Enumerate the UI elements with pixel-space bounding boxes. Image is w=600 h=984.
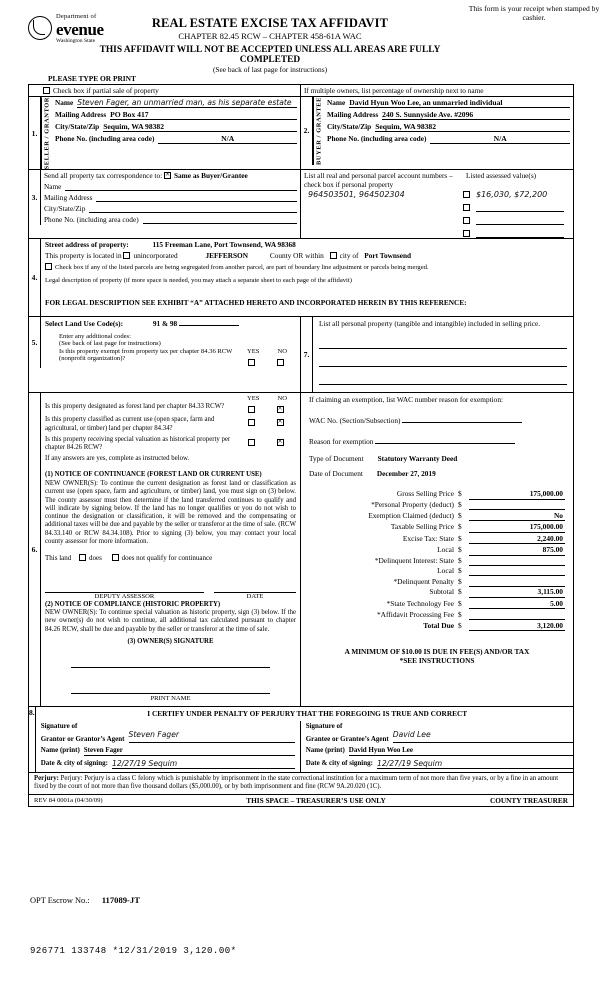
enter-codes-label: Enter any additional codes: <box>59 333 131 341</box>
deputy-assessor-signature[interactable] <box>45 579 204 593</box>
grantee-date-value[interactable]: 12/27/19 Sequim <box>377 759 574 769</box>
buyer-city-row <box>324 121 573 133</box>
grantee-signature-field[interactable]: David Lee <box>393 730 574 743</box>
does-not-qualify-checkbox[interactable] <box>112 554 119 561</box>
tax-row: Taxable Selling Price $ 175,000.00 <box>309 521 565 532</box>
partial-sale-left <box>29 85 301 96</box>
state-label: Washington State <box>56 37 96 44</box>
row-label-5: Local <box>437 544 454 554</box>
escrow-value[interactable]: 117089-JT <box>101 895 140 905</box>
page-subtitle: CHAPTER 82.45 RCW – CHAPTER 458-61A WAC <box>178 31 362 41</box>
personal-property-block <box>301 317 573 392</box>
tax-row: Total Due $ 3,120.00 <box>309 619 565 630</box>
forest-land-question: Is this property designated as forest land per chapter 84.33 RCW? <box>45 403 225 411</box>
partial-sale-checkbox[interactable] <box>43 87 50 94</box>
treasurer-stamp: 926771 133748 *12/31/2019 3,120.00* <box>30 946 237 956</box>
seller-box-number: 1. <box>29 97 41 169</box>
revenue-wordmark: evenue <box>56 19 104 39</box>
corr-name-value[interactable] <box>65 182 297 191</box>
located-in-label: This property is located in <box>45 251 122 261</box>
row-amount-2[interactable]: No <box>469 510 565 521</box>
row-amount-0[interactable]: 175,000.00 <box>469 488 565 499</box>
seller-phone-label: Phone No. (including area code) <box>55 134 155 143</box>
s6-yes-label: YES <box>247 395 260 403</box>
owner-print-name-line[interactable] <box>71 680 270 694</box>
continuance-qualify-row <box>45 554 296 562</box>
tax-row: *Affidavit Processing Fee $ <box>309 609 565 619</box>
section-3-number: 3. <box>29 170 41 225</box>
grantee-signature-label2: Grantee or Grantee’s Agent <box>305 735 389 744</box>
tax-row: Local $ 875.00 <box>309 544 565 555</box>
row-amount-12[interactable]: 3,120.00 <box>469 619 565 630</box>
row-amount-6[interactable] <box>469 555 565 565</box>
owner-signature-title: (3) OWNER(S) SIGNATURE <box>127 637 214 645</box>
does-qualify-checkbox[interactable] <box>79 554 86 561</box>
grantor-date-value[interactable]: 12/27/19 Sequim <box>112 759 295 769</box>
deputy-date-label: DATE <box>246 592 264 600</box>
tax-row: Excise Tax: State $ 2,240.00 <box>309 532 565 543</box>
corr-mail-label: Mailing Address <box>44 193 93 203</box>
buyer-box-number: 2. <box>301 97 313 165</box>
doc-type-label: Type of Document <box>309 454 364 464</box>
assessed-header: Listed assessed value(s) <box>466 171 537 181</box>
corr-name-row <box>41 181 300 192</box>
row-amount-7[interactable] <box>469 565 565 575</box>
buyer-block <box>301 97 573 169</box>
row-amount-11[interactable] <box>469 609 565 619</box>
row-amount-1[interactable] <box>469 499 565 509</box>
row-label-9: Subtotal <box>429 587 454 597</box>
street-address-label: Street address of property: <box>45 240 129 250</box>
city-of-label: city of <box>339 251 359 261</box>
treasurer-row <box>29 795 573 806</box>
print-name-label: PRINT NAME <box>150 695 191 703</box>
send-correspondence-label: Send all property tax correspondence to: <box>44 171 163 181</box>
notice-continuance-title: (1) NOTICE OF CONTINUANCE (FOREST LAND OR CURRENT USE) <box>45 470 262 478</box>
notice-continuance-body: NEW OWNER(S): To continue the current designation as forest land or classification as current use (open space, farm and agriculture, or timber) land, you must sign on (3) below. The county assessor must then determine if the land transferred continues to qualify and will indicate by signing below. If the land has no longer qualifies or you do not wish to continue the designation or classification, it will be removed and the compensating or additional taxes will be due and payable by the seller or transferor at the time of sale. (RCW 84.33.140 or RCW 84.34.108). Prior to signing (3) below, you may contact your local county assessor for more information. <box>45 480 296 545</box>
partial-sale-row <box>29 85 573 97</box>
same-as-buyer-label: Same as Buyer/Grantee <box>173 171 248 181</box>
tax-row: Subtotal $ 3,115.00 <box>309 586 565 597</box>
legal-description-label: Legal description of property (if more space is needed, you may attach a separate sheet to each page of the affidavit) <box>45 277 352 285</box>
corr-city-label: City/State/Zip <box>44 204 86 214</box>
parcel-block <box>301 170 573 238</box>
seller-phone-row <box>52 133 300 145</box>
deputy-assessor-label: DEPUTY ASSESSOR <box>94 592 155 600</box>
buyer-mail-row <box>324 109 573 121</box>
owner-signature-line[interactable] <box>71 654 270 668</box>
reason-value[interactable] <box>375 434 515 444</box>
exempt-yes-label: YES <box>247 348 260 356</box>
county-or-label: County OR within <box>269 251 324 261</box>
grantor-name-value[interactable]: Steven Fager <box>84 746 295 755</box>
land-use-label: Select Land Use Code(s): <box>45 319 124 329</box>
exempt-no-label: NO <box>277 348 287 356</box>
grantee-name-value[interactable]: David Hyun Woo Lee <box>349 746 574 755</box>
city-value[interactable]: Port Townsend <box>364 251 412 261</box>
row-label-7: Local <box>437 566 454 576</box>
see-instructions-note: *SEE INSTRUCTIONS <box>399 656 475 666</box>
tax-row: *Delinquent Penalty $ <box>309 576 565 586</box>
doc-date-value[interactable]: December 27, 2019 <box>376 469 436 479</box>
tax-row: Local $ <box>309 565 565 575</box>
buyer-side-label: BUYER / GRANTEE <box>313 97 324 165</box>
seller-name-value[interactable]: Steven Fager, an unmarried man, as his separate estate <box>77 98 297 108</box>
personal-property-checkbox-2[interactable] <box>463 204 470 211</box>
current-use-question: Is this property classified as current use (open space, farm and agricultural, or timber) land per chapter 84.34? <box>45 416 215 432</box>
personal-property-line-2[interactable] <box>319 355 567 367</box>
seller-mail-label: Mailing Address <box>55 110 107 119</box>
buyer-name-value[interactable]: David Hyun Woo Lee, an unmarried individual <box>349 98 570 108</box>
seller-name-row <box>52 97 300 109</box>
seller-mail-value[interactable]: PO Box 417 <box>110 110 297 120</box>
row-label-4: Excise Tax: State <box>402 533 454 543</box>
corr-mail-row <box>41 192 300 203</box>
land-use-value[interactable]: 91 & 98 <box>152 319 178 329</box>
if-any-answers-note: If any answers are yes, complete as instructed below. <box>45 455 190 463</box>
row-amount-4[interactable]: 2,240.00 <box>469 532 565 543</box>
row-amount-5[interactable]: 875.00 <box>469 544 565 555</box>
tax-row: Gross Selling Price $ 175,000.00 <box>309 488 565 499</box>
historic-question: Is this property receiving special valuation as historical property per chapter 84.26 RCW? <box>45 435 231 452</box>
parties-row <box>29 97 573 170</box>
buyer-phone-label: Phone No. (including area code) <box>327 134 427 143</box>
deputy-assessor-date[interactable] <box>214 579 296 593</box>
escrow-row <box>30 895 140 905</box>
grantee-date-label: Date & city of signing: <box>305 758 373 767</box>
personal-property-line-1[interactable] <box>319 337 567 349</box>
forest-land-no-checkbox[interactable] <box>277 406 284 413</box>
historic-yes-checkbox[interactable] <box>248 439 255 446</box>
county-value[interactable]: JEFFERSON <box>205 251 249 261</box>
county-treasurer-label: COUNTY TREASURER <box>489 795 568 805</box>
assessed-value-2[interactable] <box>476 203 564 212</box>
row-amount-8[interactable] <box>469 576 565 586</box>
wac-label: WAC No. (Section/Subsection) <box>309 416 401 426</box>
tax-calculation-block <box>301 393 573 706</box>
historic-no-checkbox[interactable] <box>277 439 284 446</box>
section-6-number: 6. <box>29 393 41 706</box>
seller-name-label: Name <box>55 98 74 107</box>
doc-type-value[interactable]: Statutory Warranty Deed <box>377 454 458 464</box>
notice-compliance-title: (2) NOTICE OF COMPLIANCE (HISTORIC PROPERTY) <box>45 600 221 608</box>
segregated-row <box>45 263 569 271</box>
tax-correspondence-block <box>29 170 301 238</box>
corr-phone-row <box>41 214 300 225</box>
seller-city-row <box>52 121 300 133</box>
ownership-note-label: If multiple owners, list percentage of ownership next to name <box>304 86 484 95</box>
seller-phone-value[interactable]: N/A <box>158 134 297 144</box>
see-back-label: (See back of last page for instructions) <box>59 340 161 348</box>
buyer-mail-label: Mailing Address <box>327 110 379 119</box>
section-5-number: 5. <box>29 317 41 368</box>
rev-number: REV 84 0001a (04/30/09) <box>34 796 103 804</box>
buyer-city-value[interactable]: Sequim, WA 98382 <box>375 122 570 132</box>
grantor-signature-label2: Grantor or Grantor’s Agent <box>40 735 125 744</box>
row-label-1: *Personal Property (deduct) <box>371 499 454 509</box>
receipt-text: This form is your receipt when stamped by cashier. <box>468 4 600 23</box>
perjury-row <box>29 773 573 795</box>
reason-label: Reason for exemption <box>309 437 374 447</box>
ownership-note <box>301 85 573 96</box>
please-type-label: PLEASE TYPE OR PRINT <box>48 74 136 83</box>
row-label-2: Exemption Claimed (deduct) <box>368 510 454 520</box>
city-checkbox[interactable] <box>330 252 337 259</box>
unincorporated-checkbox[interactable] <box>123 252 130 259</box>
same-as-buyer-checkbox[interactable] <box>164 172 171 179</box>
corr-name-label: Name <box>44 182 62 192</box>
treasurer-use-label: THIS SPACE – TREASURER’S USE ONLY <box>246 795 386 805</box>
row-label-0: Gross Selling Price <box>396 489 454 499</box>
assessed-value-1[interactable]: $16,030, $72,200 <box>476 190 548 200</box>
section-8-row <box>29 707 573 773</box>
assessed-value-3[interactable] <box>476 216 564 225</box>
row-label-10: *State Technology Fee <box>386 598 454 608</box>
corr-mail-value[interactable] <box>96 193 297 202</box>
buyer-name-label: Name <box>327 98 346 107</box>
section-6-block <box>29 393 301 706</box>
buyer-phone-value[interactable]: N/A <box>430 134 570 144</box>
personal-property-checkbox-1[interactable] <box>463 191 470 198</box>
doc-date-label: Date of Document <box>309 469 363 479</box>
exemption-instruction: If claiming an exemption, list WAC number reason for exemption: <box>309 395 503 405</box>
buyer-city-label: City/State/Zip <box>327 122 372 131</box>
row-label-12: Total Due <box>423 620 454 630</box>
section-4-number: 4. <box>29 239 41 316</box>
row-amount-9[interactable]: 3,115.00 <box>469 586 565 597</box>
grantor-signature-label: Signature of <box>40 722 78 731</box>
land-use-row <box>45 319 296 328</box>
perjury-text: Perjury: Perjury is a class C felony which is punishable by imprisonment in the state correctional institution for a maximum term of not more than five years, or by a fine in an amount fixed by the court of not more than five thousand dollars ($5,000.00), or by both imprisonment and fine (RCW 9A.20.020 (1C). <box>34 774 559 791</box>
exempt-yes-checkbox[interactable] <box>248 359 255 366</box>
tax-row: Exemption Claimed (deduct) $ No <box>309 510 565 521</box>
grantee-name-label: Name (print) <box>305 746 345 755</box>
property-address-block <box>29 239 573 316</box>
affidavit-notice: THIS AFFIDAVIT WILL NOT BE ACCEPTED UNLESS ALL AREAS ARE FULLY COMPLETED <box>99 45 441 65</box>
reason-row <box>309 434 565 446</box>
street-address-row <box>45 240 569 249</box>
seller-city-value[interactable]: Sequim, WA 98382 <box>103 122 297 132</box>
exempt-question: Is this property exempt from property tax per chapter 84.36 RCW (nonprofit organization)? <box>59 348 233 363</box>
street-address-value[interactable]: 115 Freeman Lane, Port Townsend, WA 98368 <box>152 240 296 250</box>
section-7-number: 7. <box>301 317 313 392</box>
receipt-note <box>468 4 600 23</box>
grantee-signature-label: Signature of <box>305 722 343 731</box>
tax-row: *State Technology Fee $ 5.00 <box>309 598 565 609</box>
doc-date-row <box>309 469 565 478</box>
this-land-label: This land <box>45 554 72 563</box>
tax-row: *Delinquent Interest: State $ <box>309 555 565 565</box>
seller-side-label: SELLER / GRANTOR <box>41 97 52 169</box>
page-title: REAL ESTATE EXCISE TAX AFFIDAVIT <box>151 16 389 30</box>
wac-value[interactable] <box>402 413 522 423</box>
tax-amount-table <box>309 488 565 631</box>
revenue-logo-icon <box>28 16 52 40</box>
located-in-row <box>45 251 569 260</box>
personal-property-checkbox-3[interactable] <box>463 217 470 224</box>
buyer-phone-row <box>324 133 573 145</box>
section-3-row <box>29 170 573 239</box>
section-4-row <box>29 239 573 317</box>
personal-property-line-3[interactable] <box>319 373 567 385</box>
notice-compliance-body: NEW OWNER(S): To continue special valuation as historic property, sign (3) below. If the new owner(s) do not wish to continue, all additional tax calculated pursuant to chapter 84.26 RCW, shall be due and payable by the seller or transferor at the time of sale. <box>45 608 296 633</box>
instructions-note: (See back of last page for instructions) <box>212 65 328 74</box>
row-label-11: *Affidavit Processing Fee <box>376 609 454 619</box>
grantor-date-label: Date & city of signing: <box>40 758 108 767</box>
s6-no-label: NO <box>277 395 287 403</box>
buyer-name-row <box>324 97 573 109</box>
segregated-checkbox[interactable] <box>45 263 52 270</box>
corr-city-value[interactable] <box>89 204 297 213</box>
seller-city-label: City/State/Zip <box>55 122 100 131</box>
seller-mail-row <box>52 109 300 121</box>
personal-property-label: List all personal property (tangible and intangible) included in selling price. <box>319 319 541 329</box>
tax-row: *Personal Property (deduct) $ <box>309 499 565 509</box>
corr-city-row <box>41 203 300 214</box>
escrow-label: OPT Escrow No.: <box>30 896 90 905</box>
minimum-due-note: A MINIMUM OF $10.00 IS DUE IN FEE(S) AND/OR TAX <box>344 647 530 657</box>
exempt-no-checkbox[interactable] <box>277 359 284 366</box>
section-8-number: 8. <box>29 707 36 772</box>
form-frame <box>28 84 574 807</box>
send-correspondence-row <box>41 170 300 181</box>
does-not-label: does not qualify for continuance <box>121 554 213 563</box>
perjury-statement: Perjury: Perjury: Perjury is a class C felony which is punishable by imprisonment in the state correctional institution for a maximum term of not more than five years, or by a fine in an amount fixed by the court of not more than five thousand dollars ($5,000.00), or by both imprisonment and fine (RCW 9A.20.020 (1C). <box>34 774 559 791</box>
dept-line2: of <box>90 13 97 20</box>
parcel-numbers-value[interactable]: 964503501, 964502304 <box>308 190 405 200</box>
forest-land-yes-checkbox[interactable] <box>248 406 255 413</box>
dept-line1: Department <box>56 13 89 20</box>
exhibit-reference: FOR LEGAL DESCRIPTION SEE EXHIBIT “A” ATTACHED HERETO AND INCORPORATED HEREIN BY THIS REFERENCE: <box>45 298 467 308</box>
current-use-no-checkbox[interactable] <box>277 419 284 426</box>
grantor-name-label: Name (print) <box>40 746 80 755</box>
personal-property-checkbox-4[interactable] <box>463 230 470 237</box>
land-use-block <box>29 317 301 392</box>
buyer-mail-value[interactable]: 240 S. Sunnyside Ave. #2096 <box>382 110 570 120</box>
parcel-header: List all real and personal parcel account numbers – check box if personal property <box>304 171 453 190</box>
row-label-8: *Delinquent Penalty <box>393 576 454 586</box>
row-amount-3[interactable]: 175,000.00 <box>469 521 565 532</box>
row-amount-10[interactable]: 5.00 <box>469 598 565 609</box>
title-block <box>90 16 450 74</box>
section-5-7-row <box>29 317 573 393</box>
doc-type-row <box>309 454 565 463</box>
partial-sale-label: Check box if partial sale of property <box>53 86 159 95</box>
certification-statement: I CERTIFY UNDER PENALTY OF PERJURY THAT THE FOREGOING IS TRUE AND CORRECT <box>147 709 468 719</box>
wac-row <box>309 413 565 425</box>
current-use-yes-checkbox[interactable] <box>248 419 255 426</box>
row-label-3: Taxable Selling Price <box>390 522 454 532</box>
grantor-signature-field[interactable]: Steven Fager <box>129 730 295 743</box>
row-label-6: *Delinquent Interest: State <box>374 555 454 565</box>
segregated-label: Check box if any of the listed parcels are being segregated from another parcel, are part of boundary line adjustment or parcels being merged. <box>55 264 429 272</box>
section-6-row <box>29 393 573 707</box>
corr-phone-label: Phone No. (including area code) <box>44 215 139 225</box>
seller-block <box>29 97 301 169</box>
unincorporated-label: unincorporated <box>133 251 178 261</box>
assessed-value-4[interactable] <box>476 229 564 238</box>
corr-phone-value[interactable] <box>143 215 297 224</box>
does-label: does <box>89 554 102 563</box>
